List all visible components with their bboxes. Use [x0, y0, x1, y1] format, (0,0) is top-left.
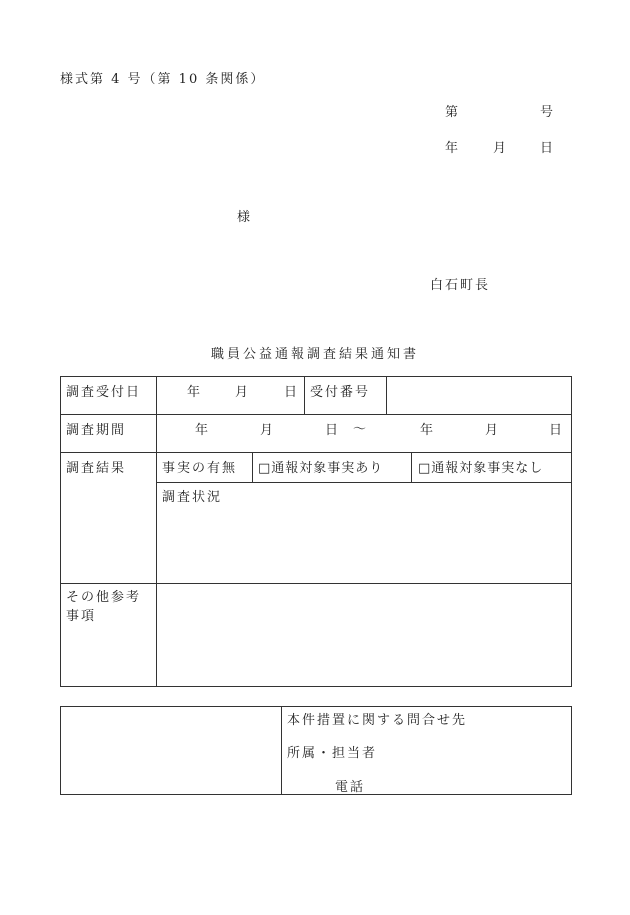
period-end-month: 月: [485, 423, 501, 438]
contact-department: 所属・担当者: [287, 746, 378, 761]
investigation-status-field[interactable]: [160, 505, 568, 579]
receipt-number-label: 受付番号: [310, 385, 371, 400]
receipt-date-label: 調査受付日: [66, 385, 142, 400]
period-tilde: ～: [353, 422, 369, 437]
result-label: 調査結果: [66, 461, 127, 476]
other-reference-label: その他参考事項: [66, 590, 142, 624]
receipt-number-field[interactable]: [390, 380, 566, 410]
receipt-month: 月: [235, 385, 251, 400]
fact-exists-checkbox[interactable]: □通報対象事実あり: [258, 461, 384, 476]
period-end-day: 日: [549, 423, 565, 438]
contact-title: 本件措置に関する問合せ先: [287, 713, 468, 728]
period-end-year: 年: [420, 423, 436, 438]
document-title: 職員公益通報調査結果通知書: [211, 347, 420, 362]
addressee-suffix: 様: [237, 210, 253, 225]
fact-not-exists-checkbox[interactable]: □通報対象事実なし: [418, 461, 544, 476]
doc-number-prefix: 第: [445, 105, 461, 120]
date-month: 月: [493, 141, 509, 156]
contact-left-field[interactable]: [64, 710, 276, 790]
period-start-day: 日: [325, 423, 341, 438]
period-label: 調査期間: [66, 423, 127, 438]
date-year: 年: [445, 141, 461, 156]
receipt-day: 日: [284, 385, 300, 400]
period-start-year: 年: [195, 423, 211, 438]
period-start-month: 月: [260, 423, 276, 438]
other-reference-field[interactable]: [160, 588, 568, 683]
receipt-year: 年: [187, 385, 203, 400]
form-label: 様式第 4 号（第 10 条関係）: [60, 72, 266, 87]
investigation-status-label: 調査状況: [162, 490, 223, 505]
issuer: 白石町長: [430, 278, 491, 293]
doc-number-suffix: 号: [540, 105, 556, 120]
date-day: 日: [540, 141, 556, 156]
fact-existence-label: 事実の有無: [162, 461, 238, 476]
contact-phone: 電話: [335, 780, 366, 795]
